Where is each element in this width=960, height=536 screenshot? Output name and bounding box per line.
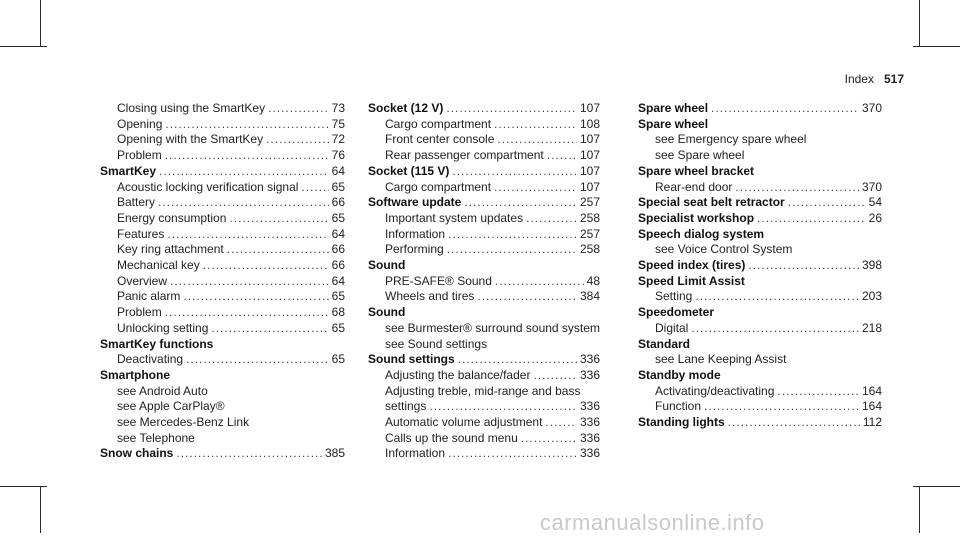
index-subentry[interactable] [368,117,600,133]
leader-dots [545,415,577,431]
entry-text: Cargo compartment [385,116,492,131]
index-subentry[interactable] [368,274,600,290]
entry-page-number: 75 [331,116,345,131]
leader-dots [735,180,859,196]
index-entry[interactable] [638,415,882,431]
entry-page-number: 370 [861,179,882,194]
index-subentry[interactable] [100,289,345,305]
entry-page-number: 64 [331,163,345,178]
entry-page-number: 65 [331,210,345,225]
index-entry[interactable] [638,101,882,117]
leader-dots [521,431,577,447]
entry-page-number: 336 [579,352,600,367]
entry-text: Smartphone [100,367,171,382]
index-subentry[interactable] [638,132,882,148]
entry-text: Speedometer [638,305,715,320]
entry-text: Function [655,399,702,414]
index-subentry[interactable] [638,242,882,258]
leader-dots [526,211,577,227]
entry-text: Battery [117,195,156,210]
entry-text: Special seat belt retractor [638,195,785,210]
index-entry[interactable] [638,305,882,321]
leader-dots [464,195,577,211]
index-subentry[interactable] [638,321,882,337]
index-subentry[interactable] [100,399,345,415]
index-subentry[interactable] [368,446,600,462]
entry-text: Opening [117,116,163,131]
leader-dots [165,305,329,321]
leader-dots [183,289,328,305]
entry-page-number: 107 [579,132,600,147]
index-entry[interactable] [368,195,600,211]
entry-text: PRE-SAFE® Sound [385,273,492,288]
entry-text: Rear-end door [655,179,733,194]
entry-page-number: 64 [331,226,345,241]
leader-dots [448,227,577,243]
index-subentry[interactable] [368,242,600,258]
entry-text: Sound settings [368,352,455,367]
leader-dots [695,289,859,305]
entry-page-number: 257 [579,195,600,210]
index-subentry[interactable] [100,431,345,447]
entry-text: Setting [655,289,693,304]
index-column-1 [100,101,345,462]
entry-text: Mechanical key [117,258,200,273]
entry-page-number: 64 [331,273,345,288]
index-entry[interactable] [638,195,882,211]
crop-mark [0,486,47,487]
index-entry[interactable] [368,164,600,180]
entry-text: Information [385,446,446,461]
entry-text: see Lane Keeping Assist [655,352,787,367]
leader-dots [211,321,328,337]
index-entry[interactable] [100,164,345,180]
leader-dots [167,227,328,243]
leader-dots [268,101,329,117]
leader-dots [458,352,577,368]
entry-text: Standing lights [638,415,725,430]
index-entry[interactable] [368,258,600,274]
leader-dots [227,242,329,258]
entry-text: SmartKey functions [100,336,214,351]
crop-mark [40,486,41,533]
entry-page-number: 68 [331,305,345,320]
entry-page-number: 107 [579,148,600,163]
leader-dots [495,274,584,290]
leader-dots [728,415,860,431]
index-subentry[interactable] [638,384,882,400]
entry-page-number: 336 [579,415,600,430]
leader-dots [448,446,577,462]
index-entry[interactable] [100,368,345,384]
entry-text: Opening with the SmartKey [117,132,264,147]
entry-text: Calls up the sound menu [385,430,518,445]
entry-text: Spare wheel [638,116,709,131]
entry-text: Panic alarm [117,289,181,304]
entry-text: Front center console [385,132,495,147]
leader-dots [494,180,577,196]
entry-text: Information [385,226,446,241]
leader-dots [547,148,577,164]
index-subentry[interactable] [100,101,345,117]
entry-text: see Apple CarPlay® [117,399,225,414]
entry-text: see Spare wheel [655,148,745,163]
entry-text: Problem [117,148,162,163]
index-subentry[interactable] [368,337,600,353]
entry-text: Specialist workshop [638,210,755,225]
index-subentry[interactable] [100,384,345,400]
entry-text: Deactivating [117,352,184,367]
entry-page-number: 164 [861,399,882,414]
entry-text: see Burmester® surround sound system [385,320,600,335]
leader-dots [158,195,329,211]
index-entry[interactable] [638,368,882,384]
leader-dots [477,289,577,305]
leader-dots [777,384,859,400]
leader-dots [301,180,328,196]
entry-text: Speed index (tires) [638,258,746,273]
entry-page-number: 336 [579,446,600,461]
entry-text: Standby mode [638,367,721,382]
leader-dots [711,101,859,117]
index-subentry[interactable] [100,211,345,227]
index-subentry[interactable] [100,227,345,243]
entry-text: Performing [385,242,444,257]
index-entry[interactable] [368,305,600,321]
entry-text: see Sound settings [385,336,488,351]
entry-text: Acoustic locking verification signal [117,179,299,194]
entry-page-number: 107 [579,101,600,115]
entry-text: SmartKey [100,163,157,178]
entry-text: Automatic volume adjustment [385,415,543,430]
entry-page-number: 107 [579,179,600,194]
index-entry[interactable] [638,274,882,290]
entry-page-number: 258 [579,242,600,257]
entry-page-number: 107 [579,163,600,178]
index-subentry[interactable] [100,258,345,274]
entry-page-number: 112 [862,415,882,430]
entry-text: see Voice Control System [655,242,793,257]
entry-text: Important system updates [385,210,524,225]
index-subentry[interactable] [368,321,600,337]
watermark: carmanualsonline.info [540,510,765,535]
index-subentry[interactable] [368,431,600,447]
leader-dots [691,321,859,337]
entry-text: Socket (12 V) [368,101,444,115]
entry-page-number: 26 [868,210,882,225]
entry-text: Activating/deactivating [655,383,775,398]
index-entry[interactable] [638,211,882,227]
entry-text: Software update [368,195,462,210]
index-entry[interactable] [368,352,600,368]
leader-dots [170,274,329,290]
index-subentry[interactable] [100,117,345,133]
entry-text: see Android Auto [117,383,208,398]
index-subentry[interactable] [368,384,600,400]
entry-text: Snow chains [100,446,174,461]
entry-text: Spare wheel [638,101,709,115]
crop-mark [913,486,960,487]
index-subentry[interactable] [368,211,600,227]
page-header [845,72,904,86]
entry-text: Problem [117,305,162,320]
entry-text: Sound [368,305,406,320]
entry-page-number: 48 [586,273,600,288]
index-column-2 [368,101,600,462]
entry-text: Adjusting the balance/fader [385,367,531,382]
index-subentry[interactable] [368,368,600,384]
leader-dots [176,446,322,462]
index-entry[interactable] [638,117,882,133]
index-subentry[interactable] [368,289,600,305]
crop-mark [40,0,41,47]
crop-mark [0,46,47,47]
leader-dots [788,195,866,211]
leader-dots [229,211,328,227]
entry-text: Closing using the SmartKey [117,101,266,115]
index-entry[interactable] [638,227,882,243]
entry-text: see Emergency spare wheel [655,132,807,147]
index-subentry[interactable] [638,180,882,196]
entry-text: see Telephone [117,430,195,445]
crop-mark [919,0,920,47]
leader-dots [704,399,859,415]
entry-text: Features [117,226,165,241]
entry-text: Energy consumption [117,210,227,225]
crop-mark [913,46,960,47]
entry-text: Key ring attachment [117,242,224,257]
leader-dots [497,132,577,148]
index-subentry[interactable] [368,148,600,164]
index-column-3 [638,101,882,431]
entry-page-number: 65 [331,320,345,335]
index-subentry[interactable] [638,352,882,368]
entry-page-number: 65 [331,352,345,367]
index-subentry[interactable] [638,289,882,305]
leader-dots [446,101,577,117]
index-subentry[interactable] [638,148,882,164]
index-entry[interactable] [638,164,882,180]
leader-dots [203,258,329,274]
index-subentry[interactable] [368,399,600,415]
index-subentry[interactable] [368,227,600,243]
index-subentry[interactable] [100,180,345,196]
index-subentry[interactable] [368,132,600,148]
entry-page-number: 65 [331,179,345,194]
leader-dots [494,117,577,133]
entry-text: Unlocking setting [117,320,209,335]
entry-page-number: 336 [579,430,600,445]
entry-page-number: 108 [579,116,600,131]
leader-dots [748,258,859,274]
entry-page-number: 336 [579,367,600,382]
leader-dots [186,352,329,368]
entry-text: see Mercedes-Benz Link [117,415,250,430]
entry-text: Speech dialog system [638,226,765,241]
entry-page-number: 203 [861,289,882,304]
entry-text: Wheels and tires [385,289,475,304]
entry-page-number: 385 [324,446,345,461]
entry-text: Overview [117,273,168,288]
leader-dots [266,132,329,148]
entry-page-number: 370 [861,101,882,115]
index-entry[interactable] [100,446,345,462]
entry-text: Digital [655,320,689,335]
section-title: Index [844,72,874,86]
entry-page-number: 336 [579,399,600,414]
entry-text: Sound [368,258,406,273]
entry-page-number: 384 [579,289,600,304]
index-subentry[interactable] [100,195,345,211]
entry-page-number: 66 [331,242,345,257]
entry-text: Spare wheel bracket [638,163,755,178]
entry-text: settings [385,399,427,414]
leader-dots [447,242,577,258]
entry-page-number: 73 [331,101,345,115]
index-entry[interactable] [368,101,600,117]
crop-mark [919,486,920,533]
index-subentry[interactable] [100,352,345,368]
entry-text: Adjusting treble, mid-range and bass [385,383,581,398]
index-entry[interactable] [100,337,345,353]
entry-page-number: 398 [861,258,882,273]
index-subentry[interactable] [100,242,345,258]
entry-text: Socket (115 V) [368,163,450,178]
index-subentry[interactable] [100,321,345,337]
leader-dots [533,368,577,384]
leader-dots [165,117,328,133]
index-subentry[interactable] [100,274,345,290]
entry-page-number: 54 [868,195,882,210]
entry-text: Standard [638,336,691,351]
entry-page-number: 72 [331,132,345,147]
entry-page-number: 66 [331,258,345,273]
leader-dots [165,148,329,164]
leader-dots [757,211,866,227]
entry-page-number: 66 [331,195,345,210]
entry-page-number: 218 [861,320,882,335]
page-number: 517 [883,72,904,86]
entry-page-number: 76 [331,148,345,163]
entry-text: Cargo compartment [385,179,492,194]
entry-text: Speed Limit Assist [638,273,745,288]
leader-dots [429,399,577,415]
entry-page-number: 257 [579,226,600,241]
entry-page-number: 258 [579,210,600,225]
index-subentry[interactable] [368,415,600,431]
entry-text: Rear passenger compartment [385,148,544,163]
index-subentry[interactable] [368,180,600,196]
index-subentry[interactable] [100,148,345,164]
entry-page-number: 164 [861,383,882,398]
leader-dots [159,164,329,180]
index-entry[interactable] [638,337,882,353]
index-subentry[interactable] [638,399,882,415]
index-entry[interactable] [638,258,882,274]
index-subentry[interactable] [100,132,345,148]
leader-dots [452,164,577,180]
index-subentry[interactable] [100,415,345,431]
entry-page-number: 65 [331,289,345,304]
index-subentry[interactable] [100,305,345,321]
